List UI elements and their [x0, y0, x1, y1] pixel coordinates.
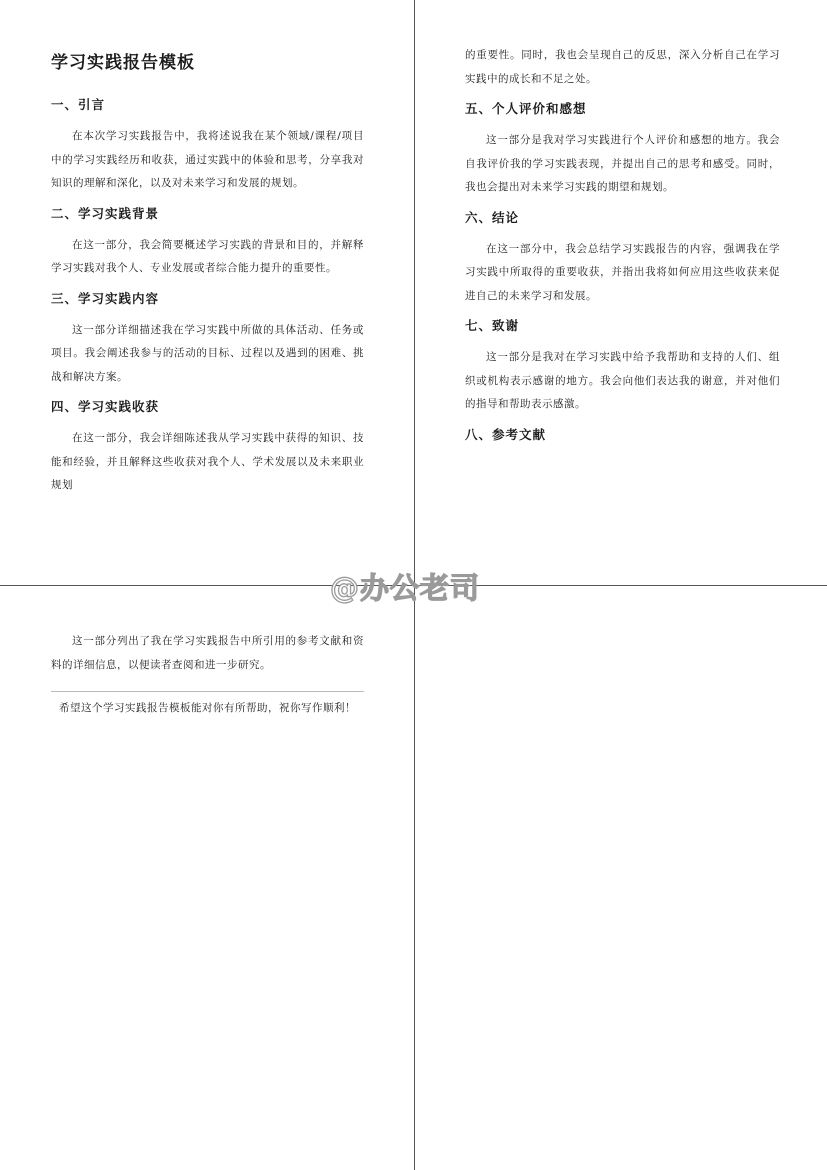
page-3 [0, 586, 414, 1170]
section-heading-thanks: 七、致谢 [465, 318, 520, 333]
section-body-background: 在这一部分，我会简要概述学习实践的背景和目的，并解释学习实践对我个人、专业发展或者综合能力提升的重要性。 [51, 238, 364, 274]
closing-divider [51, 691, 364, 692]
section-body-conclusion: 在这一部分中，我会总结学习实践报告的内容，强调我在学习实践中所取得的重要收获，并指出我将如何应用这些收获来促进自己的未来学习和发展。 [465, 242, 780, 302]
section-heading-conclusion: 六、结论 [465, 209, 520, 225]
closing-note: 希望这个学习实践报告模板能对你有所帮助，祝你写作顺利！ [59, 702, 356, 714]
section-heading-background: 二、学习实践背景 [51, 205, 160, 221]
section-body-gains-part2: 的重要性。同时，我也会呈现自己的反思，深入分析自己在学习实践中的成长和不足之处。 [465, 49, 780, 85]
document-title: 学习实践报告模板 [51, 53, 195, 73]
section-body-content: 这一部分详细描述我在学习实践中所做的具体活动、任务或项目。我会阐述我参与的活动的目标、过程以及遇到的困难、挑战和解决方案。 [51, 323, 364, 383]
page-1 [0, 0, 414, 585]
section-heading-gains: 四、学习实践收获 [51, 399, 160, 414]
section-body-gains-part1: 在这一部分，我会详细陈述我从学习实践中获得的知识、技能和经验，并且解释这些收获对我个人、学术发展以及未来职业规划 [51, 432, 364, 491]
section-body-references: 这一部分列出了我在学习实践报告中所引用的参考文献和资料的详细信息，以便读者查阅和进一步研究。 [51, 635, 364, 671]
section-heading-intro: 一、引言 [51, 97, 106, 112]
section-body-intro: 在本次学习实践报告中，我将述说我在某个领域/课程/项目中的学习实践经历和收获，通过实践中的体验和思考，分享我对知识的理解和深化，以及对未来学习和发展的规划。 [51, 130, 364, 189]
watermark: @办公老司 [330, 571, 481, 605]
section-body-thanks: 这一部分是我对在学习实践中给予我帮助和支持的人们、组织或机构表示感谢的地方。我会向他们表达我的谢意，并对他们的指导和帮助表示感激。 [465, 351, 780, 410]
section-body-evaluation: 这一部分是我对学习实践进行个人评价和感想的地方。我会自我评价我的学习实践表现，并提出自己的思考和感受。同时，我也会提出对未来学习实践的期望和规划。 [465, 134, 780, 193]
page-2 [415, 0, 827, 585]
section-heading-references: 八、参考文献 [465, 426, 547, 442]
section-heading-content: 三、学习实践内容 [51, 290, 160, 306]
section-heading-evaluation: 五、个人评价和感想 [465, 101, 587, 116]
